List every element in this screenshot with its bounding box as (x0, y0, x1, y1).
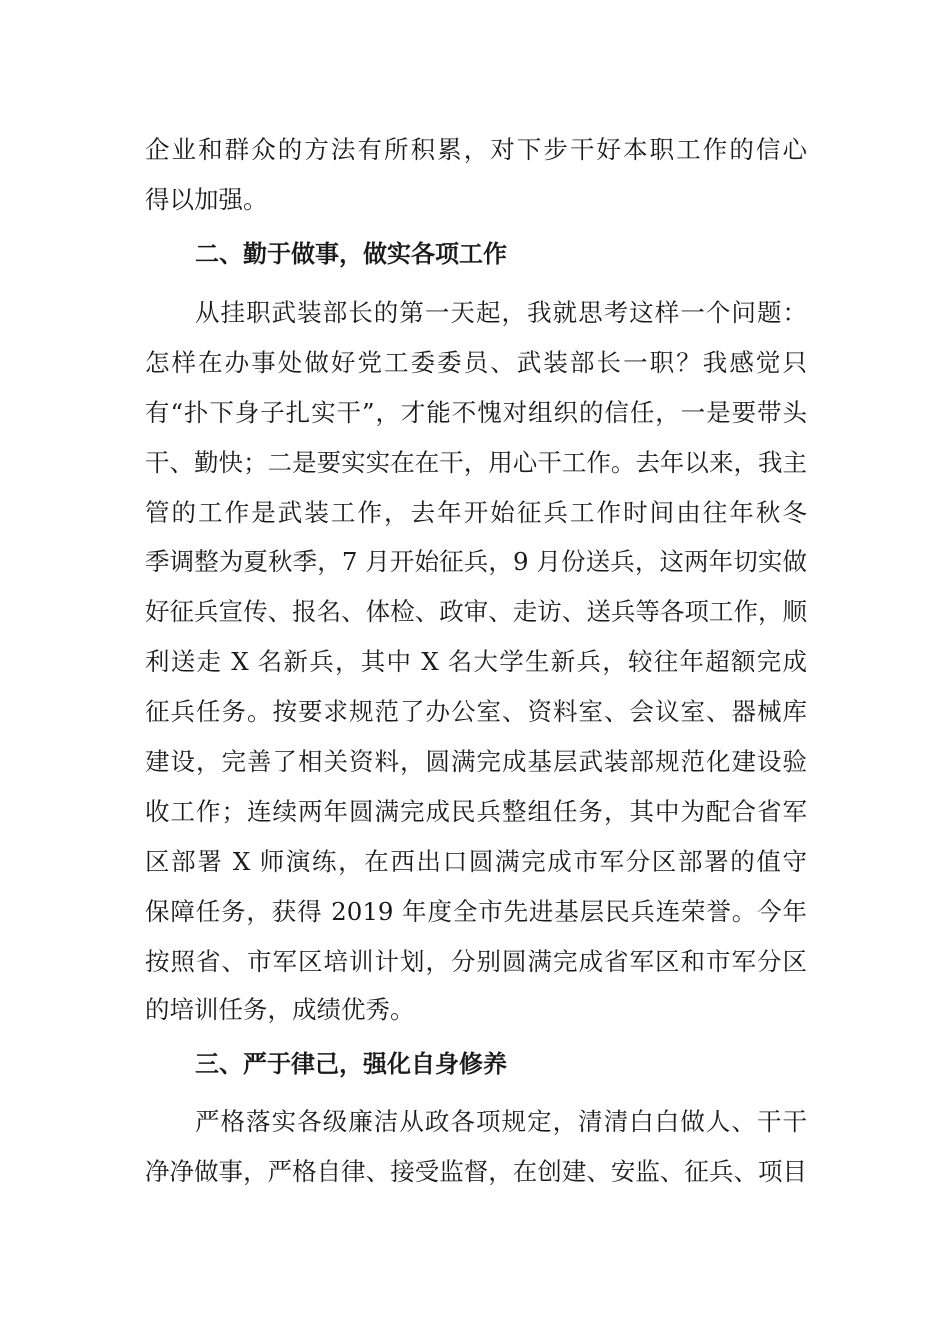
paragraph-line: 有“扑下身子扎实干”，才能不愧对组织的信任，一是要带头 (145, 398, 807, 427)
section-heading: 三、严于律己，强化自身修养 (195, 1050, 507, 1078)
paragraph-line: 利送走 X 名新兵，其中 X 名大学生新兵，较往年超额完成 (145, 647, 807, 676)
paragraph-line: 怎样在办事处做好党工委委员、武装部长一职？我感觉只 (145, 348, 807, 377)
paragraph-line: 管的工作是武装工作，去年开始征兵工作时间由往年秋冬 (145, 498, 807, 527)
paragraph-line: 季调整为夏秋季，7 月开始征兵，9 月份送兵，这两年切实做 (145, 547, 807, 576)
paragraph-line: 的培训任务，成绩优秀。 (145, 995, 415, 1024)
paragraph-line: 企业和群众的方法有所积累，对下步干好本职工作的信心 (145, 135, 807, 164)
paragraph-line: 净净做事，严格自律、接受监督，在创建、安监、征兵、项目 (145, 1157, 807, 1186)
paragraph-line: 保障任务，获得 2019 年度全市先进基层民兵连荣誉。今年 (145, 897, 807, 926)
paragraph-line: 区部署 X 师演练，在西出口圆满完成市军分区部署的值守 (145, 847, 807, 876)
paragraph-line: 征兵任务。按要求规范了办公室、资料室、会议室、器械库 (145, 697, 807, 726)
paragraph-line: 从挂职武装部长的第一天起，我就思考这样一个问题： (195, 298, 807, 327)
paragraph-line: 干、勤快；二是要实实在在干，用心干工作。去年以来，我主 (145, 448, 807, 477)
paragraph-line: 得以加强。 (145, 185, 268, 214)
paragraph-line: 建设，完善了相关资料，圆满完成基层武装部规范化建设验 (145, 747, 807, 776)
paragraph-line: 按照省、市军区培训计划，分别圆满完成省军区和市军分区 (145, 947, 807, 976)
paragraph-line: 好征兵宣传、报名、体检、政审、走访、送兵等各项工作，顺 (145, 597, 807, 626)
paragraph-line: 严格落实各级廉洁从政各项规定，清清白白做人、干干 (195, 1107, 807, 1136)
section-heading: 二、勤于做事，做实各项工作 (195, 240, 507, 268)
paragraph-line: 收工作；连续两年圆满完成民兵整组任务，其中为配合省军 (145, 797, 807, 826)
